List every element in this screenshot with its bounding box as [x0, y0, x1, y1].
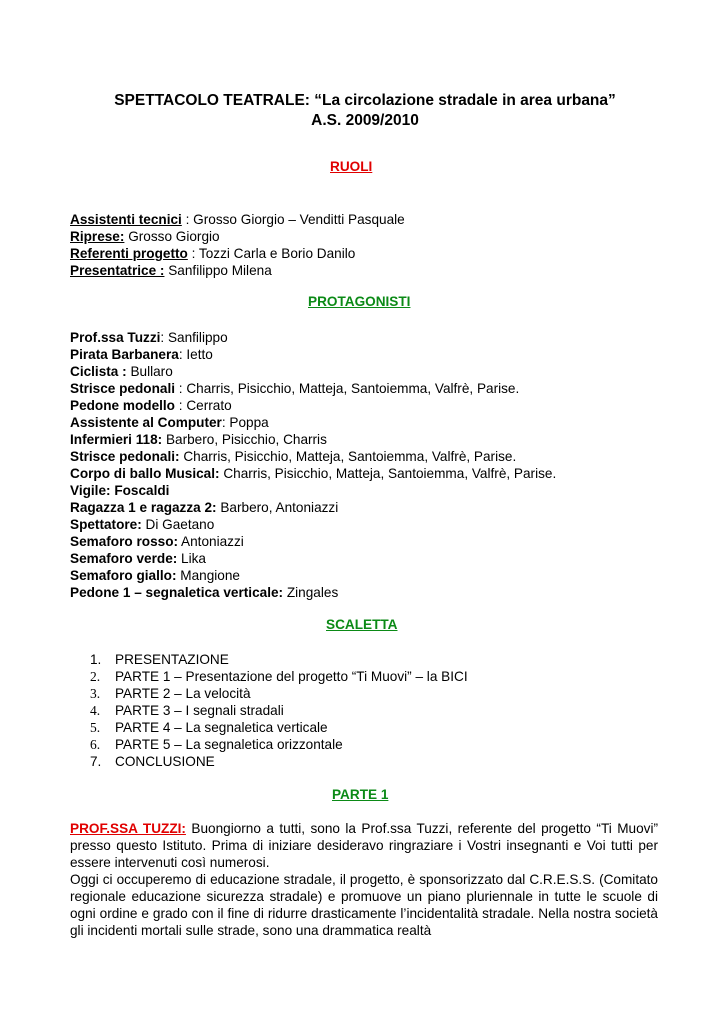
ruoli-row: Riprese: Grosso Giorgio: [70, 229, 220, 244]
heading-scaletta: SCALETTA: [326, 617, 398, 632]
protagonista-row: Prof.ssa Tuzzi: Sanfilippo: [70, 330, 228, 345]
heading-protagonisti: PROTAGONISTI: [308, 294, 411, 309]
scaletta-item: 5. PARTE 4 – La segnaletica verticale: [90, 720, 328, 735]
document-title: [70, 91, 660, 131]
scaletta-item: 6. PARTE 5 – La segnaletica orizzontale: [90, 737, 343, 752]
protagonista-row: Corpo di ballo Musical: Charris, Pisicchio, Matteja, Santoiemma, Valfrè, Parise.: [70, 466, 557, 481]
protagonista-row: Ragazza 1 e ragazza 2: Barbero, Antoniazzi: [70, 500, 339, 515]
protagonista-row: Infermieri 118: Barbero, Pisicchio, Charris: [70, 432, 327, 447]
scaletta-list: [90, 651, 650, 770]
speaker-label: PROF.SSA TUZZI:: [70, 821, 186, 836]
protagonista-row: Semaforo verde: Lika: [70, 551, 206, 566]
scaletta-item: 1. PRESENTAZIONE: [90, 652, 229, 667]
scaletta-item: 7. CONCLUSIONE: [90, 754, 215, 769]
protagonista-row: Vigile: Foscaldi: [70, 483, 170, 498]
parte1-paragraph-1: PROF.SSA TUZZI: Buongiorno a tutti, sono la Prof.ssa Tuzzi, referente del progetto “Ti Muovi” presso questo Istituto. Prima di iniziare desideravo ringraziare i Vostri insegnanti e Voi tutti per essere intervenuti così numerosi.: [70, 821, 658, 870]
ruoli-list: [70, 211, 660, 279]
heading-ruoli: RUOLI: [330, 159, 373, 174]
scaletta-item: 4. PARTE 3 – I segnali stradali: [90, 703, 284, 718]
ruoli-row: Assistenti tecnici : Grosso Giorgio – Venditti Pasquale: [70, 212, 405, 227]
ruoli-row: Referenti progetto : Tozzi Carla e Borio Danilo: [70, 246, 356, 261]
protagonista-row: Semaforo rosso: Antoniazzi: [70, 534, 244, 549]
scaletta-item: 2. PARTE 1 – Presentazione del progetto “Ti Muovi” – la BICI: [90, 669, 468, 684]
scaletta-item: 3. PARTE 2 – La velocità: [90, 686, 251, 701]
protagonista-row: Ciclista : Bullaro: [70, 364, 173, 379]
protagonista-row: Pedone 1 – segnaletica verticale: Zingales: [70, 585, 339, 600]
protagonisti-list: [70, 329, 660, 601]
ruoli-row: Presentatrice : Sanfilippo Milena: [70, 263, 272, 278]
protagonista-row: Assistente al Computer: Poppa: [70, 415, 269, 430]
title-line-2: A.S. 2009/2010: [311, 112, 419, 129]
protagonista-row: Strisce pedonali : Charris, Pisicchio, Matteja, Santoiemma, Valfrè, Parise.: [70, 381, 520, 396]
protagonista-row: Spettatore: Di Gaetano: [70, 517, 215, 532]
protagonista-row: Pedone modello : Cerrato: [70, 398, 232, 413]
protagonista-row: Pirata Barbanera: Ietto: [70, 347, 213, 362]
protagonista-row: Strisce pedonali: Charris, Pisicchio, Matteja, Santoiemma, Valfrè, Parise.: [70, 449, 517, 464]
heading-parte-1: PARTE 1: [332, 787, 389, 802]
parte1-paragraph-2: Oggi ci occuperemo di educazione stradale, il progetto, è sponsorizzato dal C.R.E.S.S. (Comitato regionale educazione sicurezza stradale) e promuove un piano pluriennale in tutte le scuole di ogni ordine e grado con il fine di ridurre drasticamente l’incidentalità stradale. Nella nostra società gli incidenti mortali sulle strade, sono una drammatica realtà: [70, 872, 658, 938]
title-line-1: SPETTACOLO TEATRALE: “La circolazione stradale in area urbana”: [114, 92, 616, 109]
protagonista-row: Semaforo giallo: Mangione: [70, 568, 240, 583]
parte1-body: [70, 820, 658, 939]
